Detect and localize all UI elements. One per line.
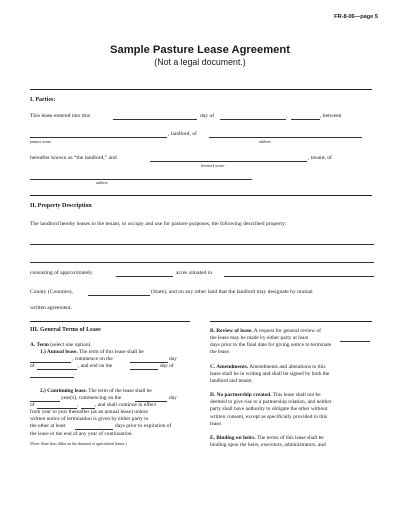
lease-date-year-field[interactable] — [291, 119, 320, 120]
clause-review-heading: B. Review of lease. — [210, 328, 253, 334]
property-description-line-2[interactable] — [30, 262, 374, 263]
section-heading-terms: III. General Terms of Lease — [30, 327, 101, 333]
pasture-owner-field[interactable] — [30, 137, 167, 138]
clause-no-partnership-heading: D. No partnership created. — [210, 392, 272, 399]
review-days-field[interactable] — [340, 341, 370, 342]
page-title: Sample Pasture Lease Agreement — [110, 44, 290, 56]
tenant-address-field[interactable] — [30, 179, 252, 180]
section-heading-parties: I. Parties: — [30, 97, 56, 103]
caption-address: address — [96, 181, 108, 185]
caption-address: address — [259, 140, 271, 144]
clause-term-heading: A. Term — [30, 342, 49, 348]
property-written: written agreement. — [30, 305, 72, 311]
terms-right-column: B. Review of lease. A request for general review of the lease may be made by either party at least days prior to the final date for giving notice to terminate the lease. C. Amendments. Amendments and alterations to this lease shall be in writing and shall be signed by both the landlord and tenant. D. No partnership created. This lease shall not be deemed to give rise to a partnership relation, and neither party shall have authority to obligate the other without written consent, except as specifically provided in this lease. E. Binding on heirs. The terms of this lease shall be binding upon the heirs, executors, administrators, and — [210, 328, 376, 449]
clause-amendments-heading: C. Amendments. — [210, 363, 249, 370]
caption-pasture-owner: pasture owner — [30, 140, 52, 144]
lease-date-month-field[interactable] — [220, 119, 286, 120]
section-divider — [30, 89, 372, 90]
property-description-line-1[interactable] — [30, 244, 374, 245]
section-divider — [210, 321, 372, 322]
annual-end-month-field[interactable] — [30, 377, 74, 378]
section-divider — [30, 195, 372, 196]
continuing-lease-label: 2.) Continuing lease. — [40, 387, 88, 394]
section-divider — [30, 321, 190, 322]
form-number: FR-8-06—page 5 — [334, 14, 378, 20]
section-heading-property: II. Property Description — [30, 203, 92, 209]
acres-field[interactable] — [116, 276, 173, 277]
livestock-owner-field[interactable] — [150, 161, 307, 162]
annual-lease-label: 1.) Annual lease. — [40, 349, 78, 356]
continuing-commence-year-field[interactable] — [81, 408, 95, 409]
clause-binding-heading: E. Binding on heirs. — [210, 434, 256, 441]
caption-livestock-owner: livestock owner — [201, 164, 225, 168]
page-subtitle: (Not a legal document.) — [154, 57, 246, 67]
property-intro: The landlord hereby leases to the tenant, to occupy and use for pasture purposes, the following described property: — [30, 221, 287, 227]
notice-days-field[interactable] — [75, 429, 113, 430]
landlord-address-field[interactable] — [209, 137, 362, 138]
state-field[interactable] — [88, 295, 150, 296]
page: FR-8-06—page 5 Sample Pasture Lease Agreement (Not a legal document.) I. Parties: This lease entered into this day of , , between , landlord, of pasture owner address hereafter known as “the landlord,” and , tenant, of livestock owner address II. Property Description The landlord hereby leases to the tenant, to occupy and use for pasture purposes, the following described property: consisting of approximately acres situated in County (Counties), (State), and on any other land that the landlord may designate by mutual written agreement. III. General Terms of Lease A. Term (select one option). 1.) Annual lease. The term of this lease shall be , commence on the day of , and end on the day of . 2.) Continuing lease. The term of the lease shall be year(s), commencing on the day of , , and shall continue in effect from year to year thereafter (as an annual lease) unless written notice of termination is given by either party to the other at least days prior to expiration of the lease or the end of any year of continuation. (Note: State laws differ on the duration of agricultural leases.) B. Review of lease. A request for general review of the lease may be made by either party at least days prior to the final date for giving notice to terminate the lease. C. Amendments. Amendments and alterations to this lease shall be in writing and shall be signed by both the landlord and tenant. D. No partnership created. This lease shall not be deemed to give rise to a partnership relation, and neither party shall have authority to obligate the other without written consent, except as specifically provided in this lease. E. Binding on heirs. The terms of this lease shall be binding upon the heirs, executors, administrators, and — [0, 0, 400, 518]
continuing-commence-month-field[interactable] — [37, 408, 77, 409]
state-law-note: (Note: State laws differ on the duration of agricultural leases.) — [30, 441, 127, 446]
location-field[interactable] — [224, 276, 374, 277]
terms-left-column: A. Term (select one option). 1.) Annual lease. The term of this lease shall be , commence on the day of , and end on the day of . 2.) Continuing lease. The term of the lease shall be year(s), commencing on the day of , , and shall continue in effect from year to year thereafter (as an annual lease) unless written notice of termination is given by either party to the other at least days prior to expiration of the lease or the end of any year of continuation. (Note: State laws differ on the duration of agricultural leases.) — [30, 342, 200, 448]
lease-date-day-field[interactable] — [113, 119, 197, 120]
